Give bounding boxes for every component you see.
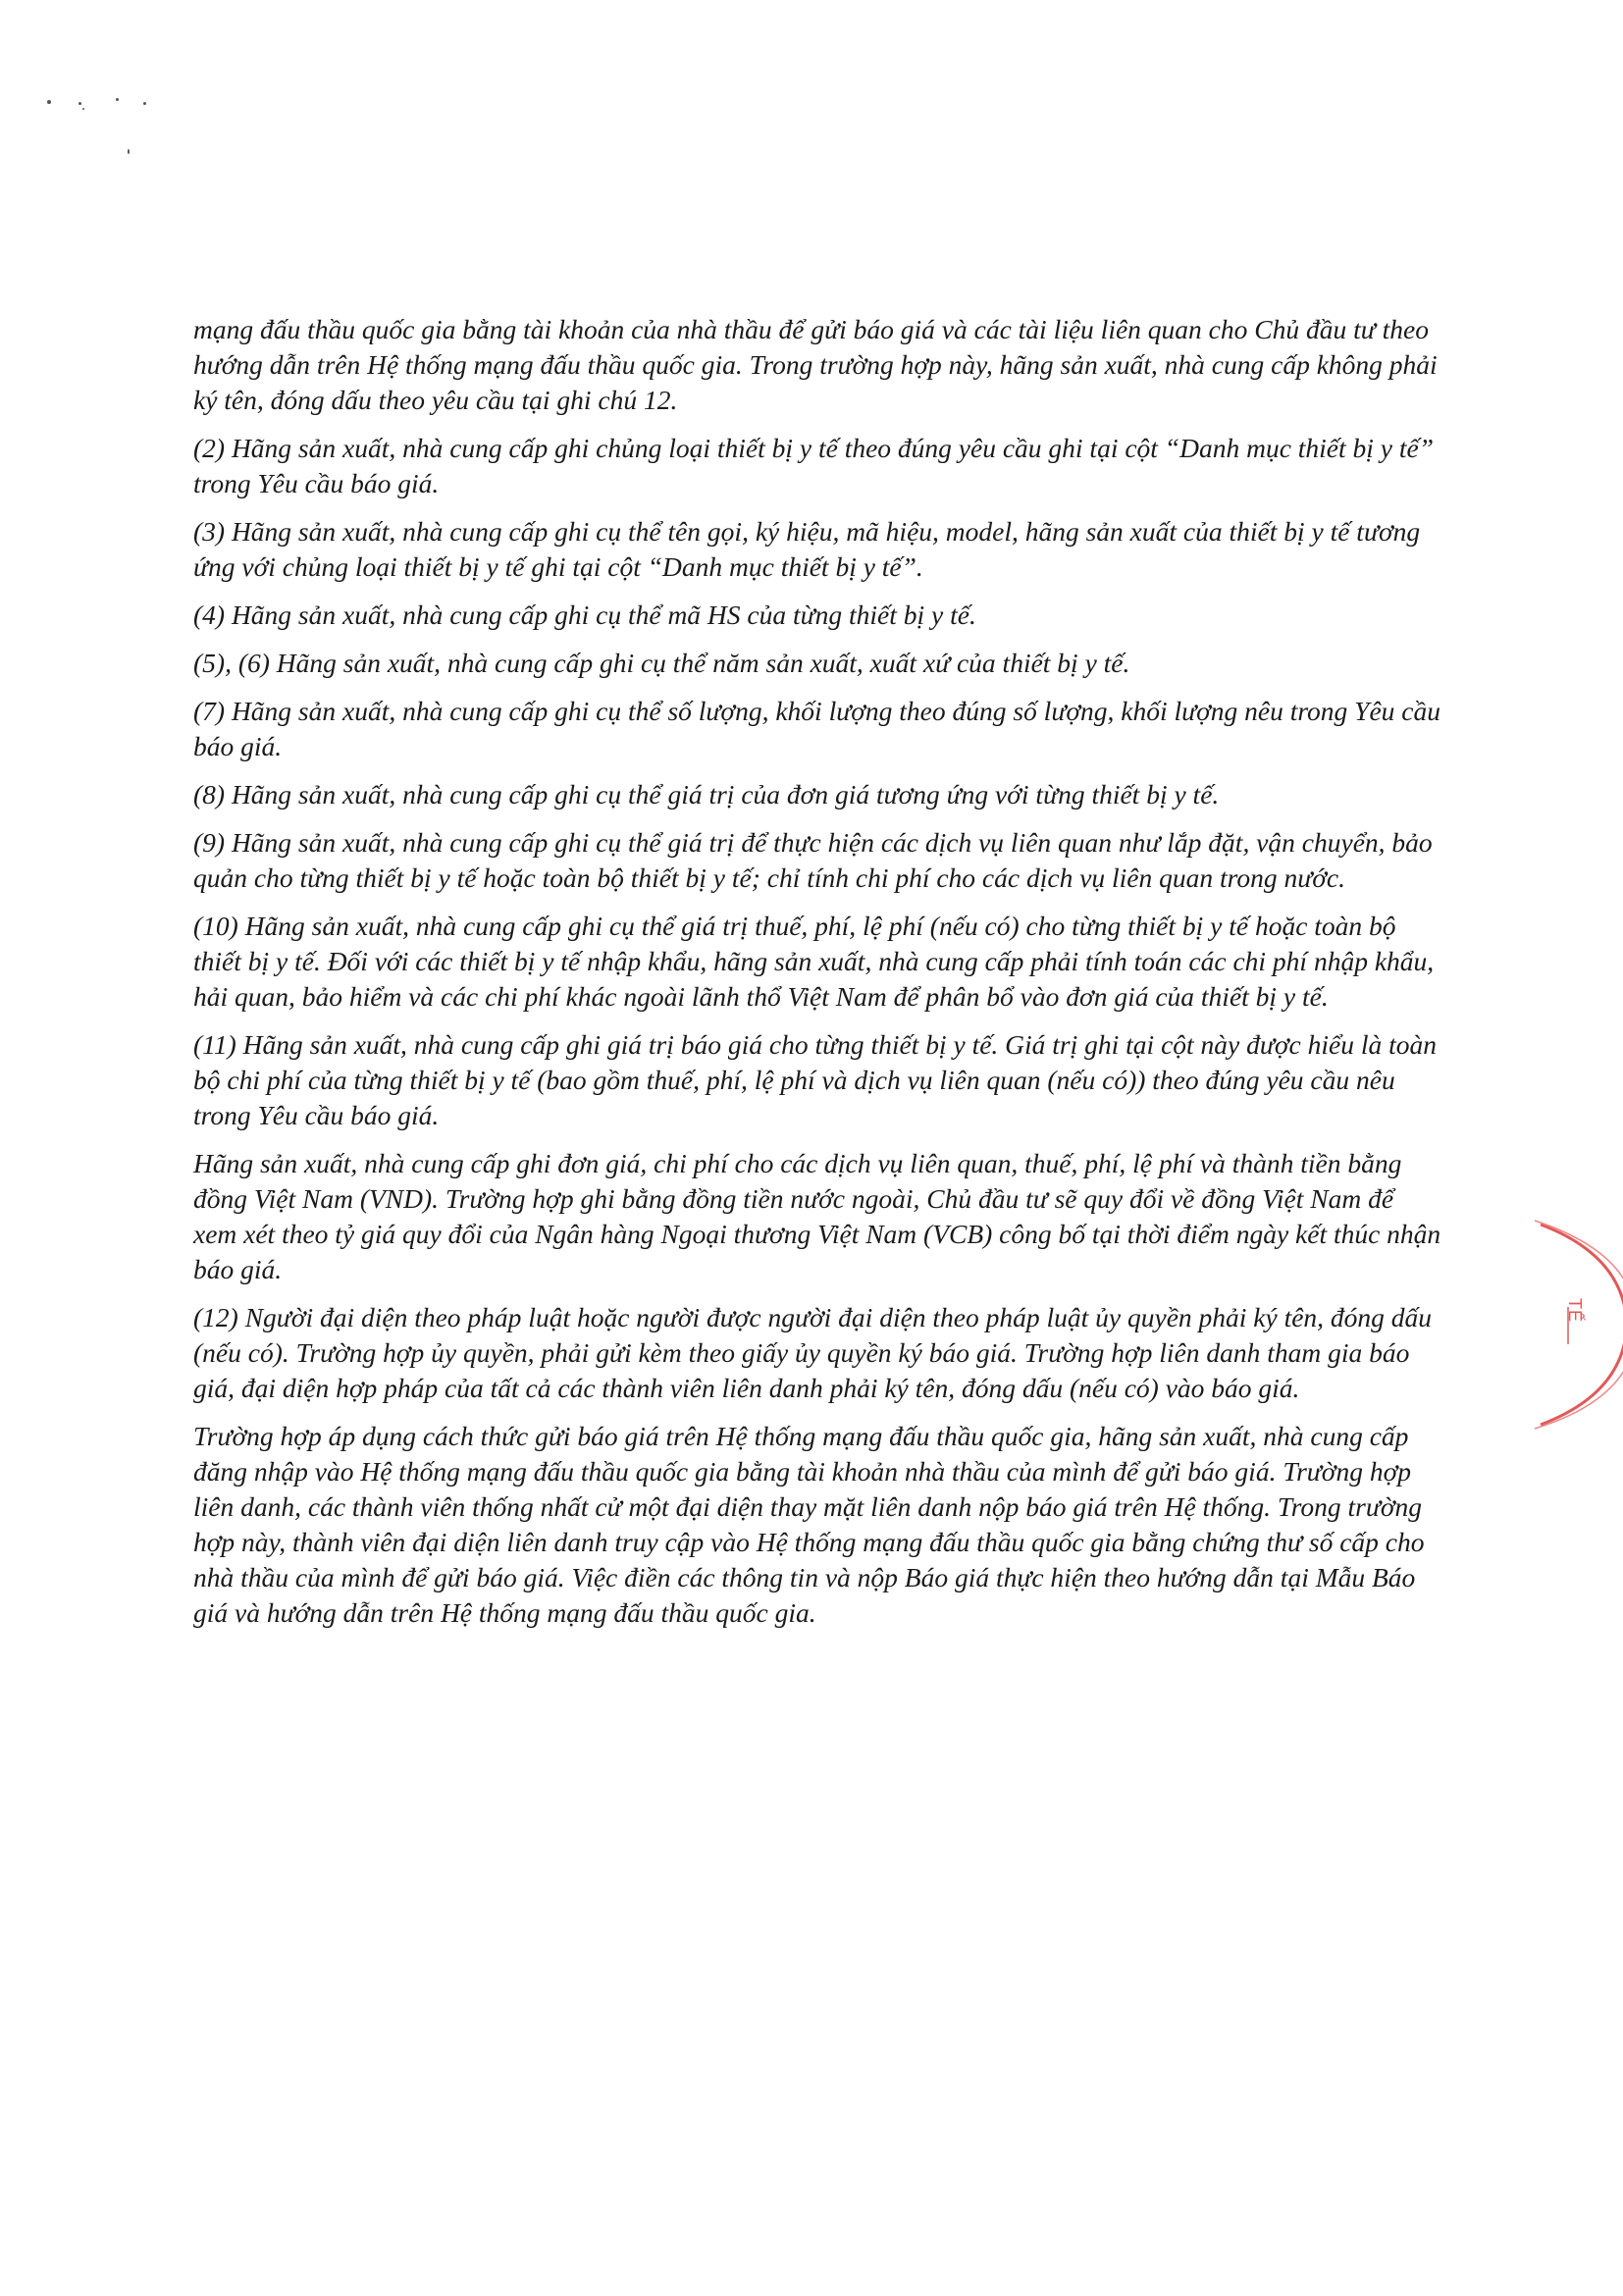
scan-specks [39, 88, 167, 167]
currency-note: Hãng sản xuất, nhà cung cấp ghi đơn giá, chi phí cho các dịch vụ liên quan, thuế, phí, lệ phí và thành tiền bằng đồng Việt Nam (VND). Trường hợp ghi bằng đồng tiền nước ngoài, Chủ đầu tư sẽ quy đổi về đồng Việt Nam để xem xét theo tỷ giá quy đổi của Ngân hàng Ngoại thương Việt Nam (VCB) công bố tại thời điểm ngày kết thúc nhận báo giá. [193, 1148, 1441, 1284]
note-8: (8) Hãng sản xuất, nhà cung cấp ghi cụ thể giá trị của đơn giá tương ứng với từng thiết bị y tế. [193, 779, 1220, 809]
note-4: (4) Hãng sản xuất, nhà cung cấp ghi cụ thể mã HS của từng thiết bị y tế. [193, 600, 976, 630]
note-9: (9) Hãng sản xuất, nhà cung cấp ghi cụ thể giá trị để thực hiện các dịch vụ liên quan như lắp đặt, vận chuyển, bảo quản cho từng thiết bị y tế hoặc toàn bộ thiết bị y tế; chỉ tính chi phí cho các dịch vụ liên quan trong nước. [193, 827, 1433, 893]
note-5-6: (5), (6) Hãng sản xuất, nhà cung cấp ghi cụ thể năm sản xuất, xuất xứ của thiết bị y tế. [193, 648, 1130, 678]
online-submission-note: Trường hợp áp dụng cách thức gửi báo giá trên Hệ thống mạng đấu thầu quốc gia, hãng sản xuất, nhà cung cấp đăng nhập vào Hệ thống mạng đấu thầu quốc gia bằng tài khoản nhà thầu của mình để gửi báo giá. Trường hợp liên danh, các thành viên thống nhất cử một đại diện thay mặt liên danh nộp báo giá trên Hệ thống. Trong trường hợp này, thành viên đại diện liên danh truy cập vào Hệ thống mạng đấu thầu quốc gia bằng chứng thư số cấp cho nhà thầu của mình để gửi báo giá. Việc điền các thông tin và nộp Báo giá thực hiện theo hướng dẫn tại Mẫu Báo giá và hướng dẫn trên Hệ thống mạng đấu thầu quốc gia. [193, 1421, 1425, 1628]
note-12: (12) Người đại diện theo pháp luật hoặc người được người đại diện theo pháp luật ủy quyền phải ký tên, đóng dấu (nếu có). Trường hợp ủy quyền, phải gửi kèm theo giấy ủy quyền ký báo giá. Trường hợp liên danh tham gia báo giá, đại diện hợp pháp của tất cả các thành viên liên danh phải ký tên, đóng dấu (nếu có) vào báo giá. [193, 1302, 1433, 1403]
note-3: (3) Hãng sản xuất, nhà cung cấp ghi cụ thể tên gọi, ký hiệu, mã hiệu, model, hãng sản xuất của thiết bị y tế tương ứng với chủng loại thiết bị y tế ghi tại cột “Danh mục thiết bị y tế”. [193, 516, 1421, 582]
note-10: (10) Hãng sản xuất, nhà cung cấp ghi cụ thể giá trị thuế, phí, lệ phí (nếu có) cho từng thiết bị y tế hoặc toàn bộ thiết bị y tế. Đối với các thiết bị y tế nhập khẩu, hãng sản xuất, nhà cung cấp phải tính toán các chi phí nhập khẩu, hải quan, bảo hiểm và các chi phí khác ngoài lãnh thổ Việt Nam để phân bổ vào đơn giá của thiết bị y tế. [193, 911, 1435, 1012]
note-7: (7) Hãng sản xuất, nhà cung cấp ghi cụ thể số lượng, khối lượng theo đúng số lượng, khối lượng nêu trong Yêu cầu báo giá. [193, 696, 1441, 761]
document-body [193, 312, 1441, 1644]
stamp-text: TẾ [1565, 1297, 1586, 1324]
note-2: (2) Hãng sản xuất, nhà cung cấp ghi chủng loại thiết bị y tế theo đúng yêu cầu ghi tại cột “Danh mục thiết bị y tế” trong Yêu cầu báo giá. [193, 433, 1435, 498]
red-seal-stamp [1531, 1217, 1623, 1433]
note-11: (11) Hãng sản xuất, nhà cung cấp ghi giá trị báo giá cho từng thiết bị y tế. Giá trị ghi tại cột này được hiểu là toàn bộ chi phí của từng thiết bị y tế (bao gồm thuế, phí, lệ phí và dịch vụ liên quan (nếu có)) theo đúng yêu cầu nêu trong Yêu cầu báo giá. [193, 1029, 1438, 1130]
paragraph-continued: mạng đấu thầu quốc gia bằng tài khoản của nhà thầu để gửi báo giá và các tài liệu liên quan cho Chủ đầu tư theo hướng dẫn trên Hệ thống mạng đấu thầu quốc gia. Trong trường hợp này, hãng sản xuất, nhà cung cấp không phải ký tên, đóng dấu theo yêu cầu tại ghi chú 12. [193, 314, 1438, 415]
